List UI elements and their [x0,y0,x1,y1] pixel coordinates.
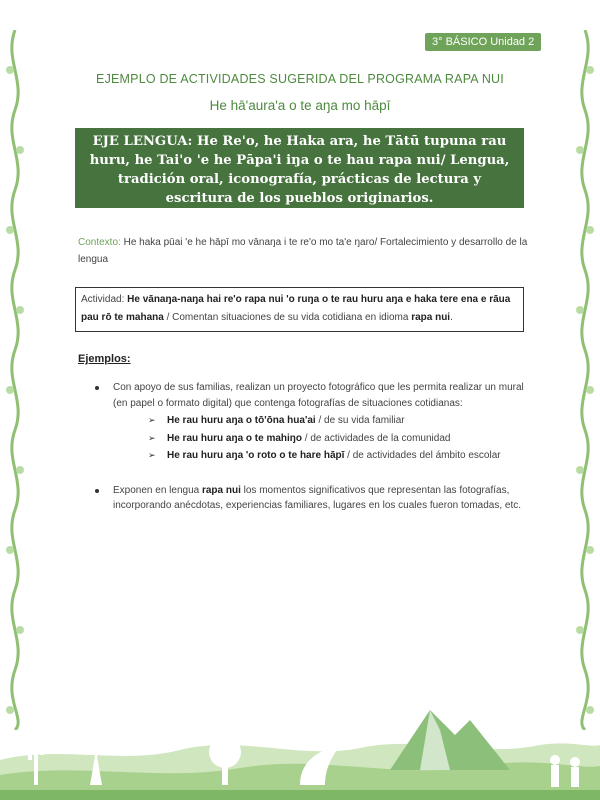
left-decorative-border [2,30,28,730]
arrow-bullet-icon: ➢ [148,432,156,443]
sub-item-text: / de su vida familiar [315,415,405,426]
sub-list-item [95,431,530,447]
examples-list [95,380,530,514]
activity-bold-end: rapa nui [411,312,451,323]
landscape-footer-illustration [0,690,600,800]
sub-list-item [95,413,530,429]
list-item [95,380,530,411]
sub-item-bold: He rau huru aŋa 'o roto o te hare hāpī [167,450,345,461]
axis-banner: EJE LENGUA: He Re'o, he Haka ara, he Tātū tupuna rau huru, he Tai'o 'e he Pāpa'i iŋa o te hau rapa nui/ Lengua, tradición oral, iconografía, prácticas de lectura y escritura de los pueblos originarios. [75,128,524,208]
activity-label: Actividad: [81,294,125,305]
sub-list-item [95,448,530,464]
arrow-bullet-icon: ➢ [148,415,156,425]
page-title: EJEMPLO DE ACTIVIDADES SUGERIDA DEL PROGRAMA RAPA NUI [96,72,504,86]
arrow-bullet-icon: ➢ [148,450,156,460]
activity-box [75,287,524,332]
examples-heading: Ejemplos: [78,353,131,365]
list-item [95,483,530,514]
context-label: Contexto: [78,237,121,248]
bullet-text-bold: rapa nui [201,484,241,496]
activity-period: . [450,312,453,323]
bullet-text-start: Exponen en lengua [113,484,202,496]
bullet-icon [95,386,99,390]
sub-item-bold: He rau huru aŋa o te mahiŋo [167,432,303,444]
context-paragraph [78,234,528,268]
sub-item-text: / de actividades de la comunidad [302,432,451,444]
sub-item-text: / de actividades del ámbito escolar [344,450,501,461]
bullet-text-end: los momentos significativos que representan las fotografías, incorporando anécdotas, experiencias familiares, lugares en los cuales fueron tomadas, etc. [113,484,522,511]
right-decorative-border [572,30,598,730]
activity-bold-text: He vānaŋa-naŋa hai re'o rapa nui 'o ruŋa o te rau huru aŋa e haka tere ena e rāua pau rō te mahana [81,294,511,323]
page-subtitle: He hā'aura'a o te aŋa mo hāpī [209,98,391,113]
bullet-text: Con apoyo de sus familias, realizan un proyecto fotográfico que les permita realizar un mural (en papel o formato digital) que contenga fotografías de situaciones cotidianas: [113,382,524,409]
sub-item-bold: He rau huru aŋa o tō'ōna hua'ai [167,415,316,426]
activity-text: / Comentan situaciones de su vida cotidiana en idioma [163,312,412,323]
context-text: He haka pūai 'e he hāpī mo vānaŋa i te re'o mo ta'e ŋaro/ Fortalecimiento y desarrollo de la lengua [78,237,528,265]
grade-badge: 3° BÁSICO Unidad 2 [425,33,541,51]
bullet-icon [95,489,99,493]
